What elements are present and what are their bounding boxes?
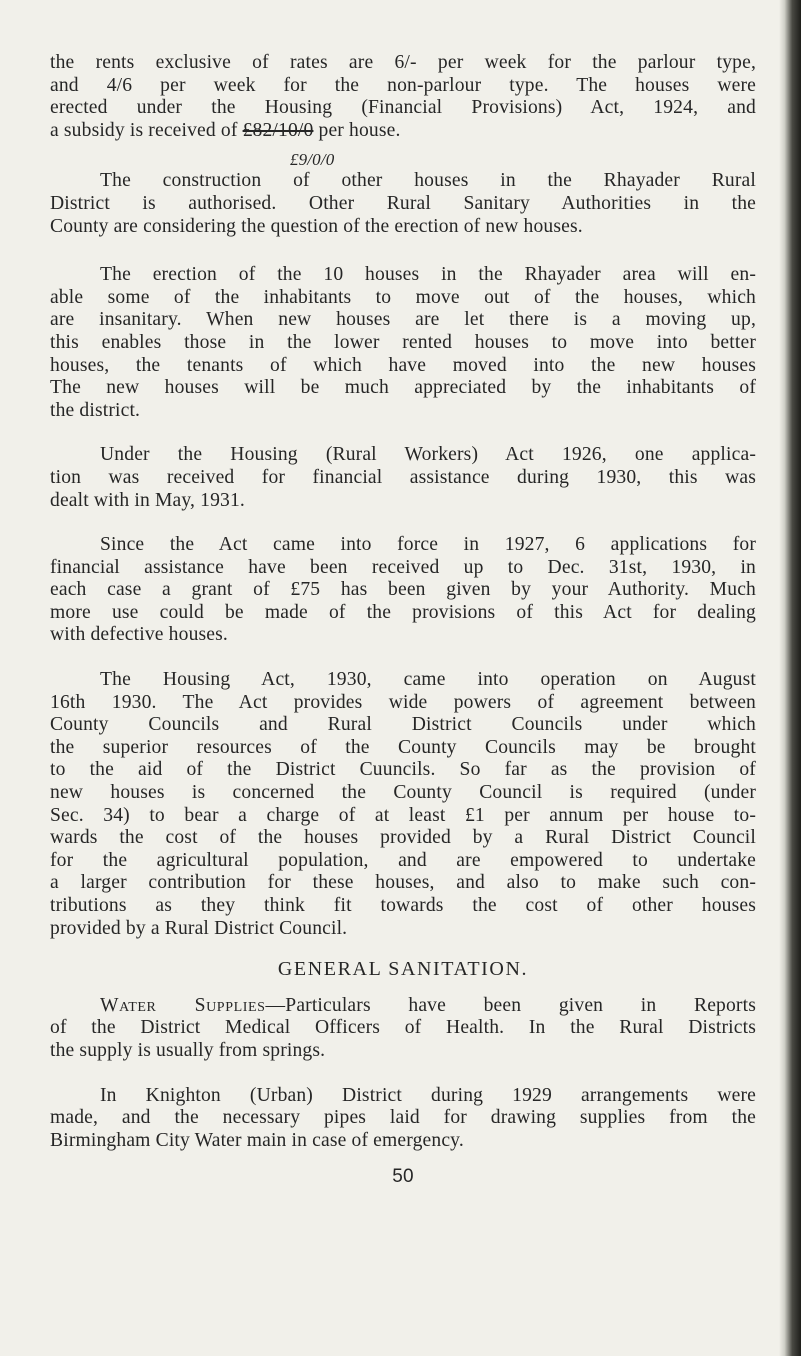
page-number: 50: [392, 1166, 414, 1188]
text-line: tributions as they think fit towards the cost of other houses: [50, 895, 756, 916]
text-line: the rents exclusive of rates are 6/- per week for the parlour type,: [50, 52, 756, 73]
text-line: The construction of other houses in the Rhayader Rural: [100, 170, 756, 192]
text-line: 16th 1930. The Act provides wide powers of agreement between: [50, 691, 756, 713]
text-line: financial assistance have been received up to Dec. 31st, 1930, in: [50, 556, 756, 578]
text-line: for the agricultural population, and are empowered to undertake: [50, 849, 756, 871]
subsidy-text: a subsidy is received of: [50, 119, 238, 141]
text-line: able some of the inhabitants to move out of the houses, which: [50, 286, 756, 308]
handwritten-correction: £9/0/0: [290, 150, 335, 170]
text-line: County Councils and Rural District Councils under which: [50, 714, 756, 736]
page-edge-shadow: [779, 0, 801, 1356]
document-body: [50, 52, 756, 1189]
text-line: The Housing Act, 1930, came into operation on August: [100, 669, 756, 691]
paragraph-water-supplies: [50, 995, 756, 1063]
text-line: with defective houses.: [50, 624, 228, 646]
text-line: Sec. 34) to bear a charge of at least £1 per annum per house to-: [50, 804, 756, 826]
text-line: a larger contribution for these houses, and also to make such con-: [50, 872, 756, 894]
text-line: are insanitary. When new houses are let there is a moving up,: [50, 309, 756, 331]
text-line: The erection of the 10 houses in the Rhayader area will en-: [100, 264, 756, 286]
text-line: the supply is usually from springs.: [50, 1039, 326, 1061]
text-line: The new houses will be much appreciated by the inhabitants of: [50, 377, 756, 399]
text-line: Birmingham City Water main in case of emergency.: [50, 1129, 464, 1151]
text-line: this enables those in the lower rented houses to move into better: [50, 331, 756, 353]
paragraph-rural-workers: [50, 444, 756, 512]
text-line: Since the Act came into force in 1927, 6 applications for: [100, 534, 756, 556]
text-line: made, and the necessary pipes laid for drawing supplies from the: [50, 1107, 756, 1129]
text-line: In Knighton (Urban) District during 1929 arrangements were: [100, 1084, 756, 1106]
paragraph-construction: [50, 170, 756, 238]
text-line: erected under the Housing (Financial Provisions) Act, 1924, and: [50, 97, 756, 119]
subsidy-text-end: per house.: [318, 119, 401, 141]
paragraph-erection: [50, 264, 756, 422]
run-in-heading: Water Supplies: [100, 994, 266, 1016]
text-line: houses, the tenants of which have moved into the new houses: [50, 354, 756, 376]
paragraph-rents: [50, 52, 756, 170]
text-line: wards the cost of the houses provided by a Rural District Council: [50, 827, 756, 849]
paragraph-knighton: [50, 1085, 756, 1153]
text-line: tion was received for financial assistance during 1930, this was: [50, 466, 756, 488]
paragraph-applications: [50, 534, 756, 647]
text-line: [50, 995, 756, 1018]
text-line: and 4/6 per week for the non-parlour type. The houses were: [50, 74, 756, 96]
text-line: District is authorised. Other Rural Sanitary Authorities in the: [50, 192, 756, 214]
text-run: —Particulars have been given in Reports: [265, 994, 756, 1016]
text-line: Under the Housing (Rural Workers) Act 1926, one applica-: [100, 444, 756, 466]
text-line: each case a grant of £75 has been given by your Authority. Much: [50, 579, 756, 601]
section-heading: GENERAL SANITATION.: [277, 958, 529, 981]
paragraph-housing-act-1930: [50, 669, 756, 940]
text-line: to the aid of the District Cuuncils. So far as the provision of: [50, 759, 756, 781]
text-line: provided by a Rural District Council.: [50, 917, 348, 939]
text-line: the superior resources of the County Councils may be brought: [50, 736, 756, 758]
text-line: County are considering the question of the erection of new houses.: [50, 215, 583, 237]
struck-amount: £82/10/0: [242, 119, 314, 141]
text-line-subsidy: [50, 120, 756, 143]
text-line: the district.: [50, 399, 141, 421]
text-line: dealt with in May, 1931.: [50, 489, 245, 511]
handwritten-correction-line: [50, 142, 756, 170]
text-line: of the District Medical Officers of Health. In the Rural Districts: [50, 1017, 756, 1039]
text-line: new houses is concerned the County Council is required (under: [50, 782, 756, 804]
text-line: more use could be made of the provisions of this Act for dealing: [50, 601, 756, 623]
